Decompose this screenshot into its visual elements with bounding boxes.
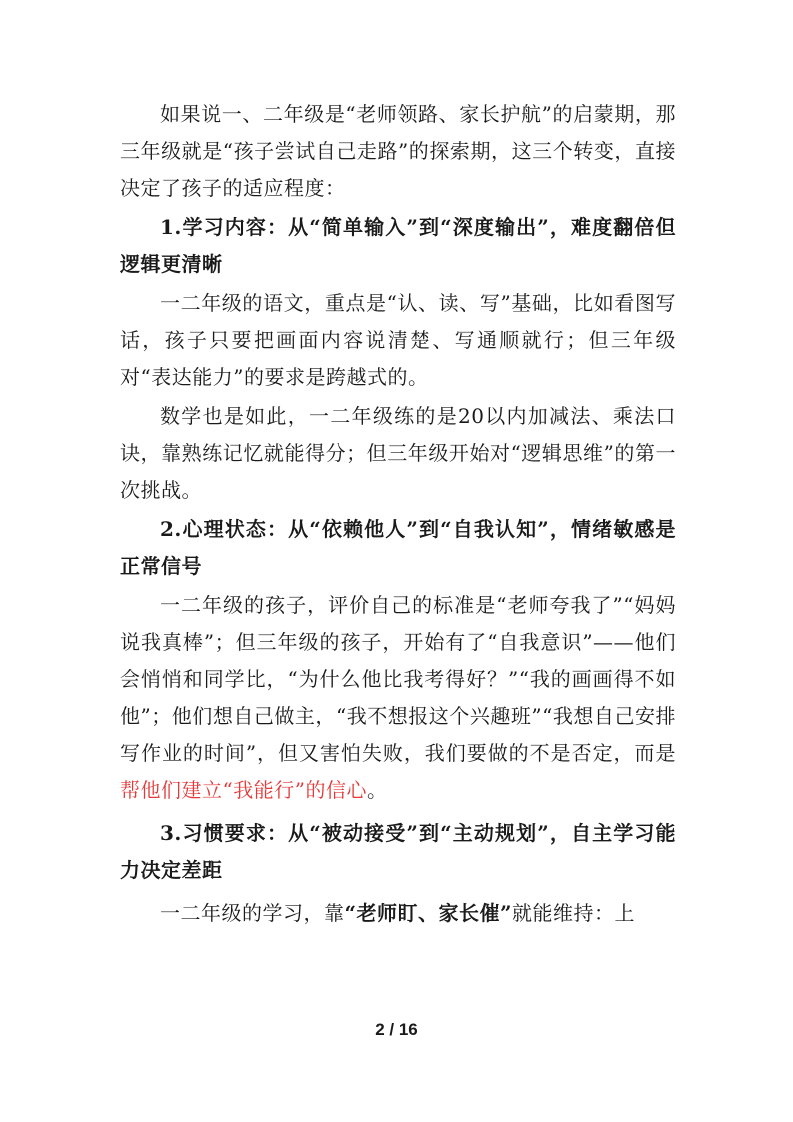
document-page bbox=[120, 96, 676, 932]
section-3-heading: 3.习惯要求：从“被动接受”到“主动规划”，自主学习能力决定差距 bbox=[120, 821, 676, 882]
section-1-paragraph-2: 数学也是如此，一二年级练的是20以内加减法、乘法口诀，靠熟练记忆就能得分；但三年级开始对“逻辑思维”的第一次挑战。 bbox=[120, 404, 676, 502]
section-2-text-end: 。 bbox=[366, 778, 388, 802]
section-2-text: 一二年级的孩子，评价自己的标准是“老师夸我了”“妈妈说我真棒”；但三年级的孩子，开始有了“自我意识”——他们会悄悄和同学比，“为什么他比我考得好？”“我的画画得不如他”；他们想自己做主，“我不想报这个兴趣班”“我想自己安排写作业的时间”，但又害怕失败，我们要做的不是否定，而是 bbox=[120, 593, 676, 765]
section-2-heading: 2.心理状态：从“依赖他人”到“自我认知”，情绪敏感是正常信号 bbox=[120, 517, 676, 578]
section-1-heading: 1.学习内容：从“简单输入”到“深度输出”，难度翻倍但逻辑更清晰 bbox=[120, 215, 676, 276]
section-3-text-end: 就能维持：上 bbox=[512, 901, 636, 925]
section-1-paragraph-1: 一二年级的语文，重点是“认、读、写”基础，比如看图写话，孩子只要把画面内容说清楚、写通顺就行；但三年级对“表达能力”的要求是跨越式的。 bbox=[120, 291, 676, 389]
page-number: 2 / 16 bbox=[375, 1020, 418, 1039]
highlighted-text: 帮他们建立“我能行”的信心 bbox=[120, 778, 367, 802]
intro-paragraph: 如果说一、二年级是“老师领路、家长护航”的启蒙期，那三年级就是“孩子尝试自己走路”的探索期，这三个转变，直接决定了孩子的适应程度： bbox=[120, 102, 676, 200]
section-3-paragraph-1 bbox=[120, 895, 676, 932]
section-2-paragraph-1 bbox=[120, 587, 676, 809]
section-3-text: 一二年级的学习，靠 bbox=[160, 901, 345, 925]
bold-text: “老师盯、家长催” bbox=[344, 901, 513, 925]
